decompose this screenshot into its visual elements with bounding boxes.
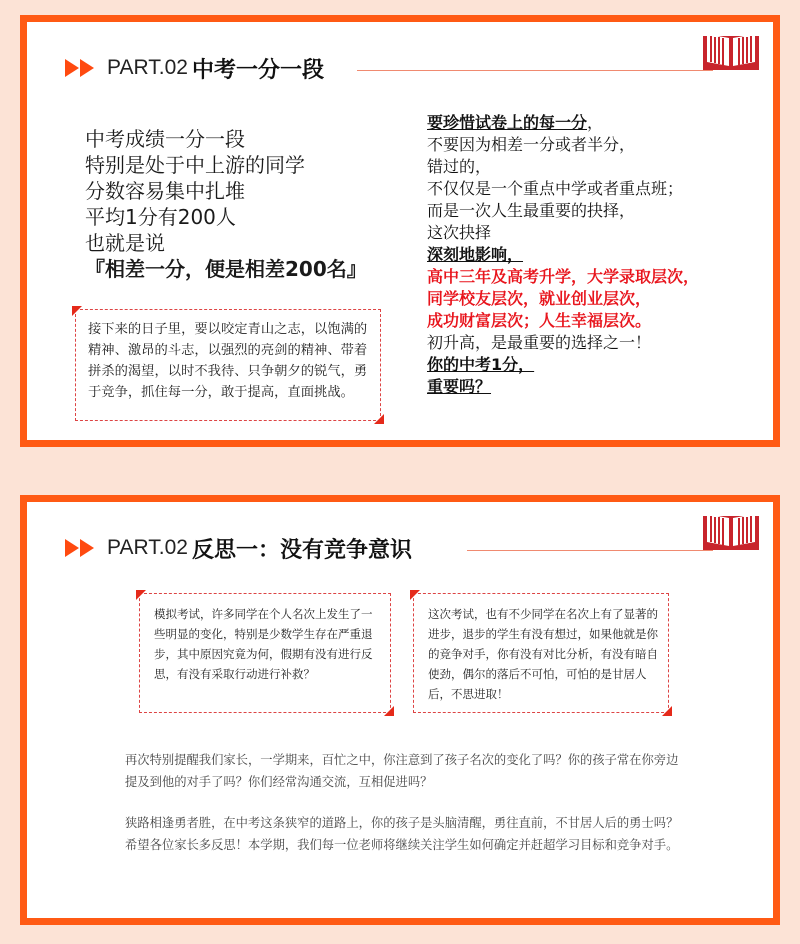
right-line-bold: 要珍惜试卷上的每一分 bbox=[427, 113, 588, 132]
right-line-red: 成功财富层次；人生幸福层次。 bbox=[427, 311, 652, 330]
progress-box bbox=[413, 593, 669, 713]
summary-highlight: 『相差一分，便是相差200名』 bbox=[85, 257, 367, 281]
summary-line: 分数容易集中扎堆 bbox=[85, 179, 245, 203]
corner-mark bbox=[384, 706, 394, 716]
right-line-bold: 你的中考1分， bbox=[427, 355, 535, 374]
corner-mark bbox=[662, 706, 672, 716]
right-line: 不要因为相差一分或者半分， bbox=[427, 135, 636, 154]
title-divider bbox=[467, 550, 713, 551]
title-row bbox=[65, 52, 324, 84]
reflection-paragraph: 狭路相逢勇者胜，在中考这条狭窄的道路上，你的孩子是头脑清醒，勇往直前，不甘居人后的勇士吗？希望各位家长多反思！本学期，我们每一位老师将继续关注学生如何确定并赶超学习目标和竞争对手。 bbox=[125, 816, 679, 852]
summary-line: 也就是说 bbox=[85, 231, 165, 255]
mock-exam-text: 模拟考试，许多同学在个人名次上发生了一些明显的变化，特别是少数学生存在严重退步，其中原因究竟为何，假期有没有进行反思，有没有采取行动进行补救？ bbox=[154, 607, 373, 681]
mock-exam-box bbox=[139, 593, 391, 713]
part-label: PART.02 bbox=[107, 536, 188, 559]
right-line: 初升高，是最重要的选择之一！ bbox=[427, 333, 652, 352]
right-line: 这次抉择 bbox=[427, 223, 492, 242]
right-line-bold: 重要吗？ bbox=[427, 377, 492, 396]
summary-line: 特别是处于中上游的同学 bbox=[85, 153, 305, 177]
right-line-red: 同学校友层次，就业创业层次， bbox=[427, 289, 652, 308]
slide-fansi-competition bbox=[20, 495, 780, 925]
right-line-punct: ， bbox=[587, 113, 604, 132]
title-divider bbox=[357, 70, 713, 71]
corner-mark bbox=[136, 590, 146, 600]
encouragement-text: 接下来的日子里，要以咬定青山之志，以饱满的精神、激昂的斗志，以强烈的亮剑的精神、带着拼杀的渴望，以时不我待、只争朝夕的锐气，勇于竞争，抓住每一分，敢于提高，直面挑战。 bbox=[88, 322, 368, 400]
right-line: 而是一次人生最重要的抉择， bbox=[427, 201, 636, 220]
double-arrow-icon bbox=[65, 539, 95, 557]
slide-title: 反思一：没有竞争意识 bbox=[191, 537, 412, 563]
parent-reminder-paragraph: 再次特别提醒我们家长，一学期来，百忙之中，你注意到了孩子名次的变化了吗？你的孩子常在你旁边提及到他的对手了吗？你们经常沟通交流，互相促进吗？ bbox=[125, 753, 679, 789]
slide-zhongkao-yifen-yiduan bbox=[20, 15, 780, 447]
summary-line: 中考成绩一分一段 bbox=[85, 127, 245, 151]
title-row bbox=[65, 532, 412, 564]
right-line: 错过的， bbox=[427, 157, 492, 176]
right-column bbox=[427, 112, 699, 398]
slide-title: 中考一分一段 bbox=[191, 57, 324, 83]
corner-mark bbox=[374, 414, 384, 424]
corner-mark bbox=[72, 306, 82, 316]
right-line-bold: 深刻地影响， bbox=[427, 245, 524, 264]
encouragement-box bbox=[75, 309, 381, 421]
corner-mark bbox=[410, 590, 420, 600]
progress-text: 这次考试，也有不少同学在名次上有了显著的进步，退步的学生有没有想过，如果他就是你的竞争对手，你有没有对比分析，有没有暗自使劲，偶尔的落后不可怕，可怕的是甘居人后，不思进取！ bbox=[428, 607, 658, 701]
open-book-icon bbox=[703, 30, 759, 72]
summary-line: 平均1分有200人 bbox=[85, 205, 236, 229]
double-arrow-icon bbox=[65, 59, 95, 77]
left-summary bbox=[85, 126, 367, 282]
open-book-icon bbox=[703, 510, 759, 552]
part-label: PART.02 bbox=[107, 56, 188, 79]
right-line-red: 高中三年及高考升学，大学录取层次， bbox=[427, 267, 700, 286]
right-line: 不仅仅是一个重点中学或者重点班； bbox=[427, 179, 684, 198]
